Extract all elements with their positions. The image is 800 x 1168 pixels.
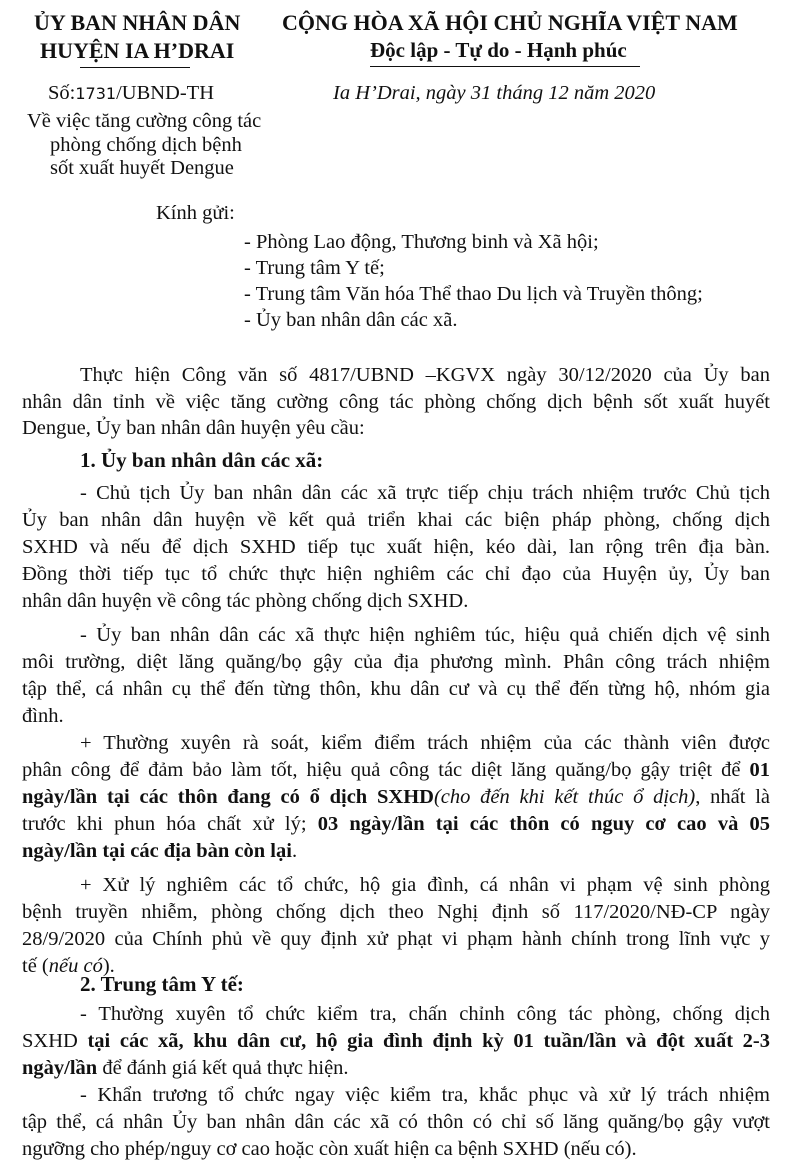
sec2-p1-line [22, 1057, 349, 1080]
text-run: ). [102, 955, 115, 977]
text-run-bold: tại các xã, khu dân cư, hộ gia đình định kỳ 01 tuần/lần và đột xuất 2-3 [87, 1030, 770, 1052]
text-run: . [291, 840, 298, 862]
sec1-p1-line: nhân dân huyện về công tác phòng chống dịch SXHD. [22, 590, 469, 612]
sec1-p3-line: + Thường xuyên rà soát, kiểm điểm trách nhiệm của các thành viên được [80, 732, 770, 754]
doc-number-prefix: Số: [48, 82, 76, 104]
sec2-p2-line: tập thể, cá nhân Ủy ban nhân dân các xã có thôn có chỉ số lăng quăng/bọ gậy vượt [22, 1111, 770, 1133]
sec1-p1-line: Ủy ban nhân dân huyện về kết quả triển khai các biện pháp phòng, chống dịch [22, 509, 770, 531]
sec2-p1-line: - Thường xuyên tổ chức kiểm tra, chấn chỉnh công tác phòng, chống dịch [80, 1003, 770, 1025]
text-run: để đánh giá kết quả thực hiện. [97, 1057, 349, 1079]
sec2-p2-line: - Khẩn trương tổ chức ngay việc kiểm tra, khắc phục và xử lý trách nhiệm [80, 1084, 770, 1106]
subject-line3: sốt xuất huyết Dengue [50, 157, 234, 179]
recipients-label: Kính gửi: [156, 202, 235, 224]
doc-number-suffix: /UBND-TH [116, 82, 215, 104]
sec1-p3-line [22, 786, 770, 809]
text-run: phân công để đảm bảo làm tốt, hiệu quả công tác diệt lăng quăng/bọ gậy triệt để [22, 759, 750, 781]
org-name-line2: HUYỆN IA H’DRAI [40, 38, 235, 63]
section2-heading: 2. Trung tâm Y tế: [80, 972, 244, 996]
text-run-italic: (cho đến khi kết thúc ổ dịch) [433, 786, 696, 808]
doc-number-handwritten: 1731 [75, 84, 117, 103]
motto-underline [370, 66, 640, 67]
text-run-bold: 03 ngày/lần tại các thôn có nguy cơ cao và 05 [317, 813, 770, 835]
sec1-p2-line: đình. [22, 705, 64, 727]
sec1-p4-line: bệnh truyền nhiễm, phòng chống dịch theo Nghị định số 117/2020/NĐ-CP ngày [22, 901, 770, 923]
subject-line2: phòng chống dịch bệnh [50, 134, 242, 156]
subject-line1: Về việc tăng cường công tác [27, 110, 262, 132]
sec1-p4-line: + Xử lý nghiêm các tổ chức, hộ gia đình, cá nhân vi phạm vệ sinh phòng [80, 874, 770, 896]
sec1-p1-line: Đồng thời tiếp tục tổ chức thực hiện nghiêm các chỉ đạo của Huyện ủy, Ủy ban [22, 563, 770, 585]
intro-line: Dengue, Ủy ban nhân dân huyện yêu cầu: [22, 417, 365, 439]
sec2-p1-line [22, 1030, 770, 1053]
place-and-date [333, 82, 655, 105]
document-number [48, 82, 214, 105]
sec1-p3-line [22, 813, 770, 836]
sec1-p4-line: 28/9/2020 của Chính phủ về quy định xử phạt vi phạm hành chính trong lĩnh vực y [22, 928, 770, 950]
recipient-item: - Trung tâm Văn hóa Thể thao Du lịch và Truyền thông; [244, 283, 703, 305]
intro-line: Thực hiện Công văn số 4817/UBND –KGVX ngày 30/12/2020 của Ủy ban [80, 364, 770, 386]
recipient-item: - Trung tâm Y tế; [244, 257, 385, 279]
text-run-italic: nếu có [48, 955, 103, 977]
text-run-bold: 01 [749, 759, 770, 781]
place-date-prefix: Ia H’Drai, ngày [333, 82, 471, 104]
section1-heading: 1. Ủy ban nhân dân các xã: [80, 448, 324, 472]
recipient-item: - Phòng Lao động, Thương binh và Xã hội; [244, 231, 599, 253]
recipient-item: - Ủy ban nhân dân các xã. [244, 309, 458, 331]
sec1-p1-line: - Chủ tịch Ủy ban nhân dân các xã trực tiếp chịu trách nhiệm trước Chủ tịch [80, 482, 770, 504]
sec1-p2-line: môi trường, diệt lăng quăng/bọ gậy của địa phương mình. Phân công trách nhiệm [22, 651, 770, 673]
place-date-suffix: tháng 12 năm 2020 [491, 82, 656, 104]
national-motto: Độc lập - Tự do - Hạnh phúc [370, 38, 627, 62]
sec1-p1-line: SXHD và nếu để dịch SXHD tiếp tục xuất hiện, kéo dài, lan rộng trên địa bàn. [22, 536, 770, 558]
sec1-p2-line: tập thể, cá nhân cụ thể đến từng thôn, khu dân cư và cụ thể đến từng hộ, nhóm gia [22, 678, 770, 700]
sec2-p2-line-last: ngưỡng cho phép/nguy cơ cao hoặc còn xuất hiện ca bệnh SXHD (nếu có). [22, 1138, 637, 1160]
intro-line: nhân dân tỉnh về việc tăng cường công tác phòng chống dịch bệnh sốt xuất huyết [22, 391, 770, 413]
text-run-bold: ngày/lần [22, 1057, 98, 1079]
text-run: , nhất là [695, 786, 770, 808]
org-underline [80, 67, 190, 68]
text-run-bold: ngày/lần tại các thôn đang có ổ dịch SXHD [22, 786, 434, 808]
national-title: CỘNG HÒA XÃ HỘI CHỦ NGHĨA VIỆT NAM [282, 10, 738, 35]
text-run: tế ( [22, 955, 49, 977]
org-name-line1: ỦY BAN NHÂN DÂN [34, 10, 241, 35]
text-run-bold: ngày/lần tại các địa bàn còn lại [22, 840, 292, 862]
text-run: trước khi phun hóa chất xử lý; [22, 813, 318, 835]
sec1-p3-line [22, 840, 297, 863]
text-run: SXHD [22, 1030, 88, 1052]
sec1-p2-line: - Ủy ban nhân dân các xã thực hiện nghiêm túc, hiệu quả chiến dịch vệ sinh [80, 624, 770, 646]
day-handwritten: 31 [470, 82, 492, 104]
sec1-p3-line [22, 759, 770, 782]
